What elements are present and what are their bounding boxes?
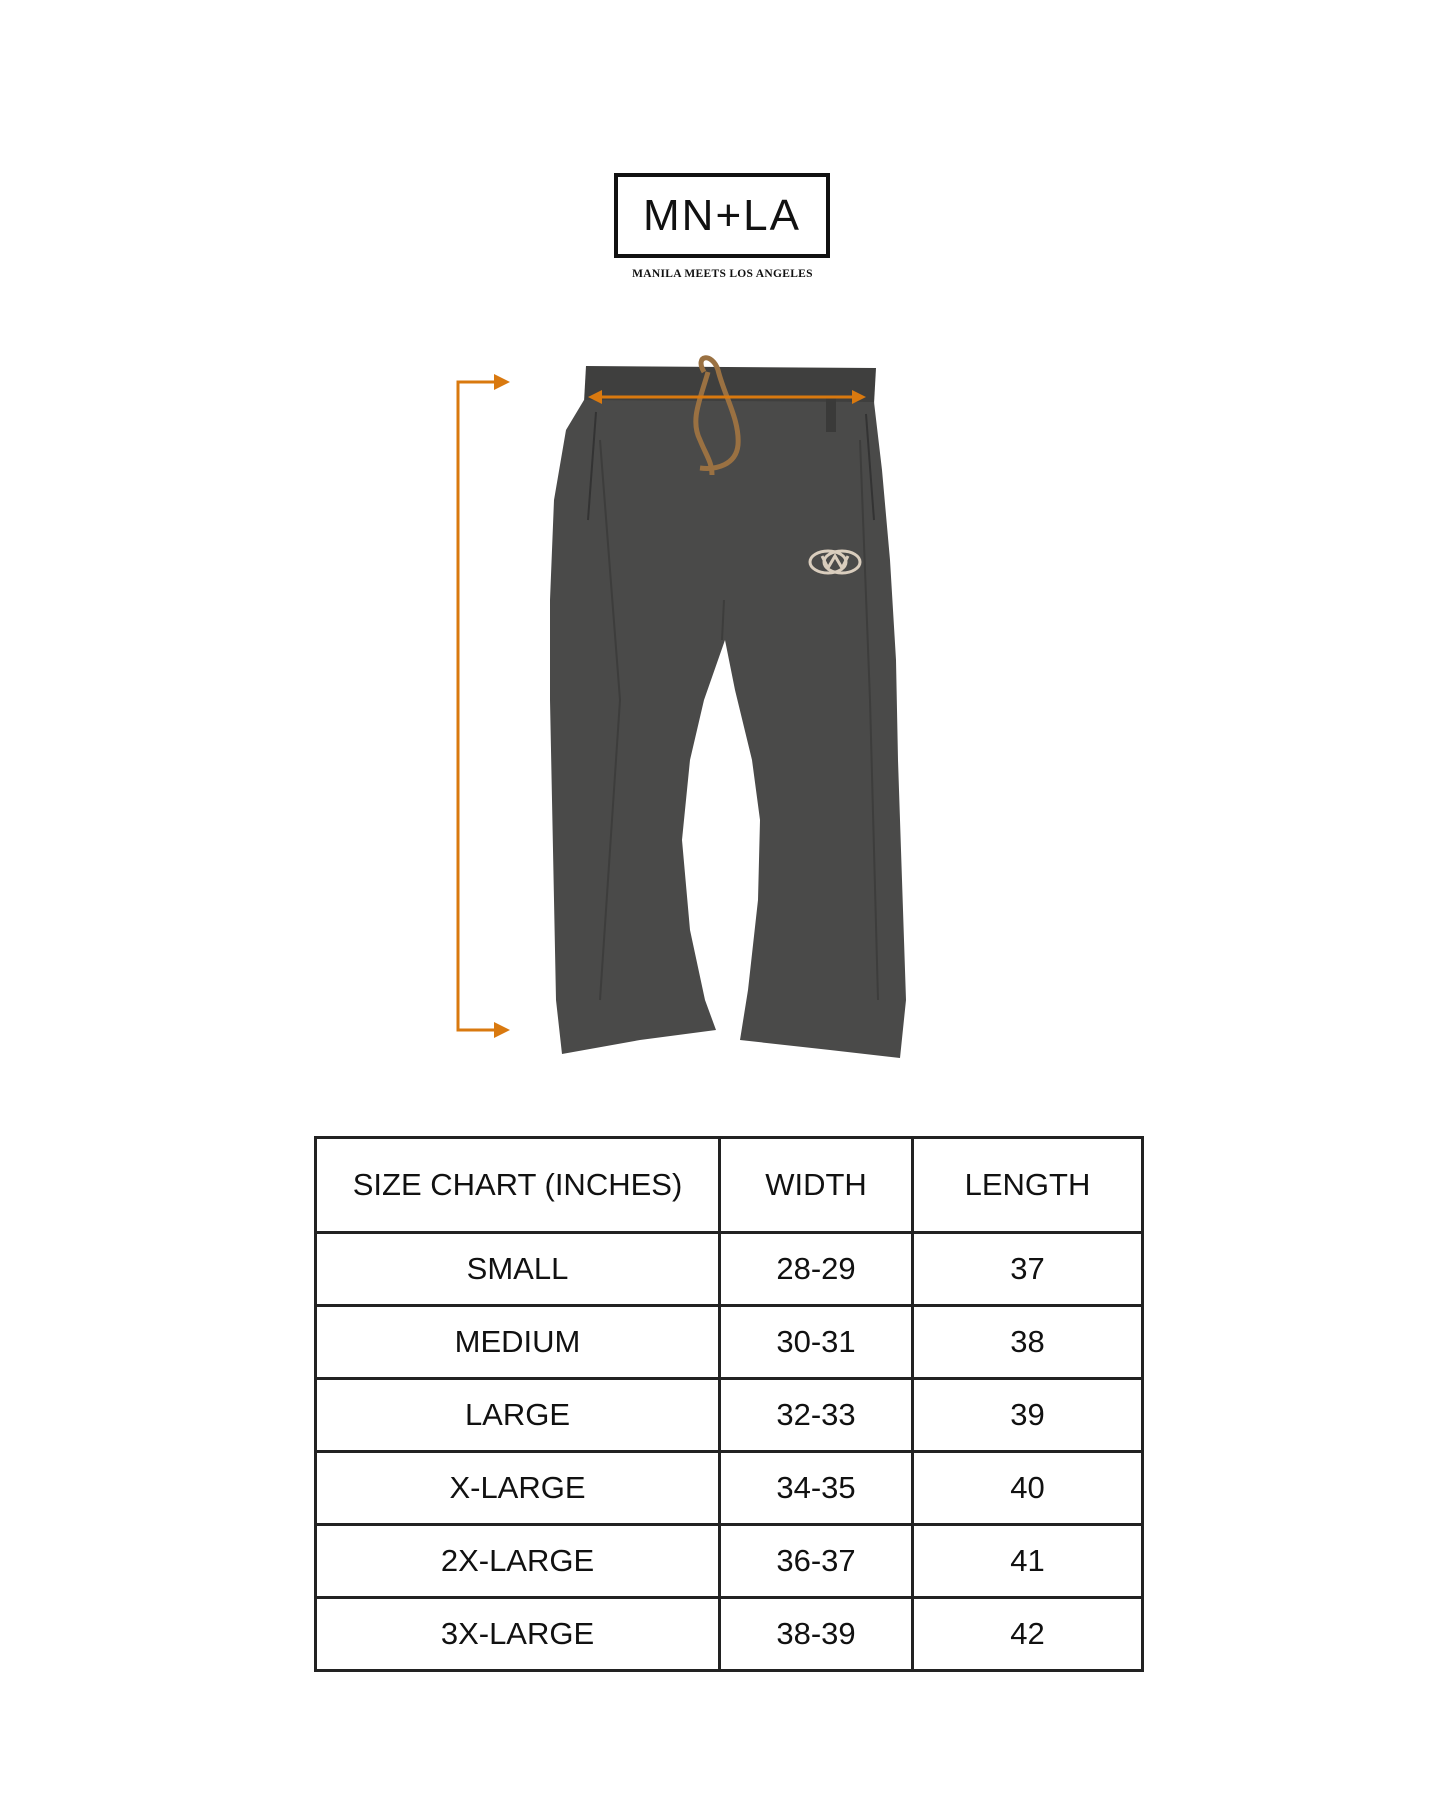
length-cell: 38 (913, 1306, 1143, 1379)
table-row (316, 1233, 1143, 1306)
width-cell: 32-33 (720, 1379, 913, 1452)
table-row (316, 1598, 1143, 1671)
size-cell: MEDIUM (316, 1306, 720, 1379)
width-cell: 36-37 (720, 1525, 913, 1598)
size-cell: SMALL (316, 1233, 720, 1306)
length-measurement-arrow (458, 382, 500, 1030)
table-header-row (316, 1138, 1143, 1233)
length-cell: 37 (913, 1233, 1143, 1306)
size-cell: LARGE (316, 1379, 720, 1452)
length-arrowhead-bottom (494, 1022, 510, 1038)
table-row (316, 1452, 1143, 1525)
size-cell: 3X-LARGE (316, 1598, 720, 1671)
length-cell: 42 (913, 1598, 1143, 1671)
header-size-chart: SIZE CHART (INCHES) (316, 1138, 720, 1233)
brand-tagline: MANILA MEETS LOS ANGELES (632, 268, 813, 280)
length-cell: 40 (913, 1452, 1143, 1525)
width-cell: 30-31 (720, 1306, 913, 1379)
size-cell: 2X-LARGE (316, 1525, 720, 1598)
width-cell: 34-35 (720, 1452, 913, 1525)
size-chart-table (314, 1136, 1144, 1672)
sweatpants-image (550, 358, 906, 1058)
header-width: WIDTH (720, 1138, 913, 1233)
length-arrowhead-top (494, 374, 510, 390)
table-row (316, 1525, 1143, 1598)
logo-text: MN+LA (643, 190, 801, 240)
length-cell: 41 (913, 1525, 1143, 1598)
table-row (316, 1306, 1143, 1379)
width-cell: 28-29 (720, 1233, 913, 1306)
size-cell: X-LARGE (316, 1452, 720, 1525)
header-length: LENGTH (913, 1138, 1143, 1233)
width-cell: 38-39 (720, 1598, 913, 1671)
length-cell: 39 (913, 1379, 1143, 1452)
table-row (316, 1379, 1143, 1452)
